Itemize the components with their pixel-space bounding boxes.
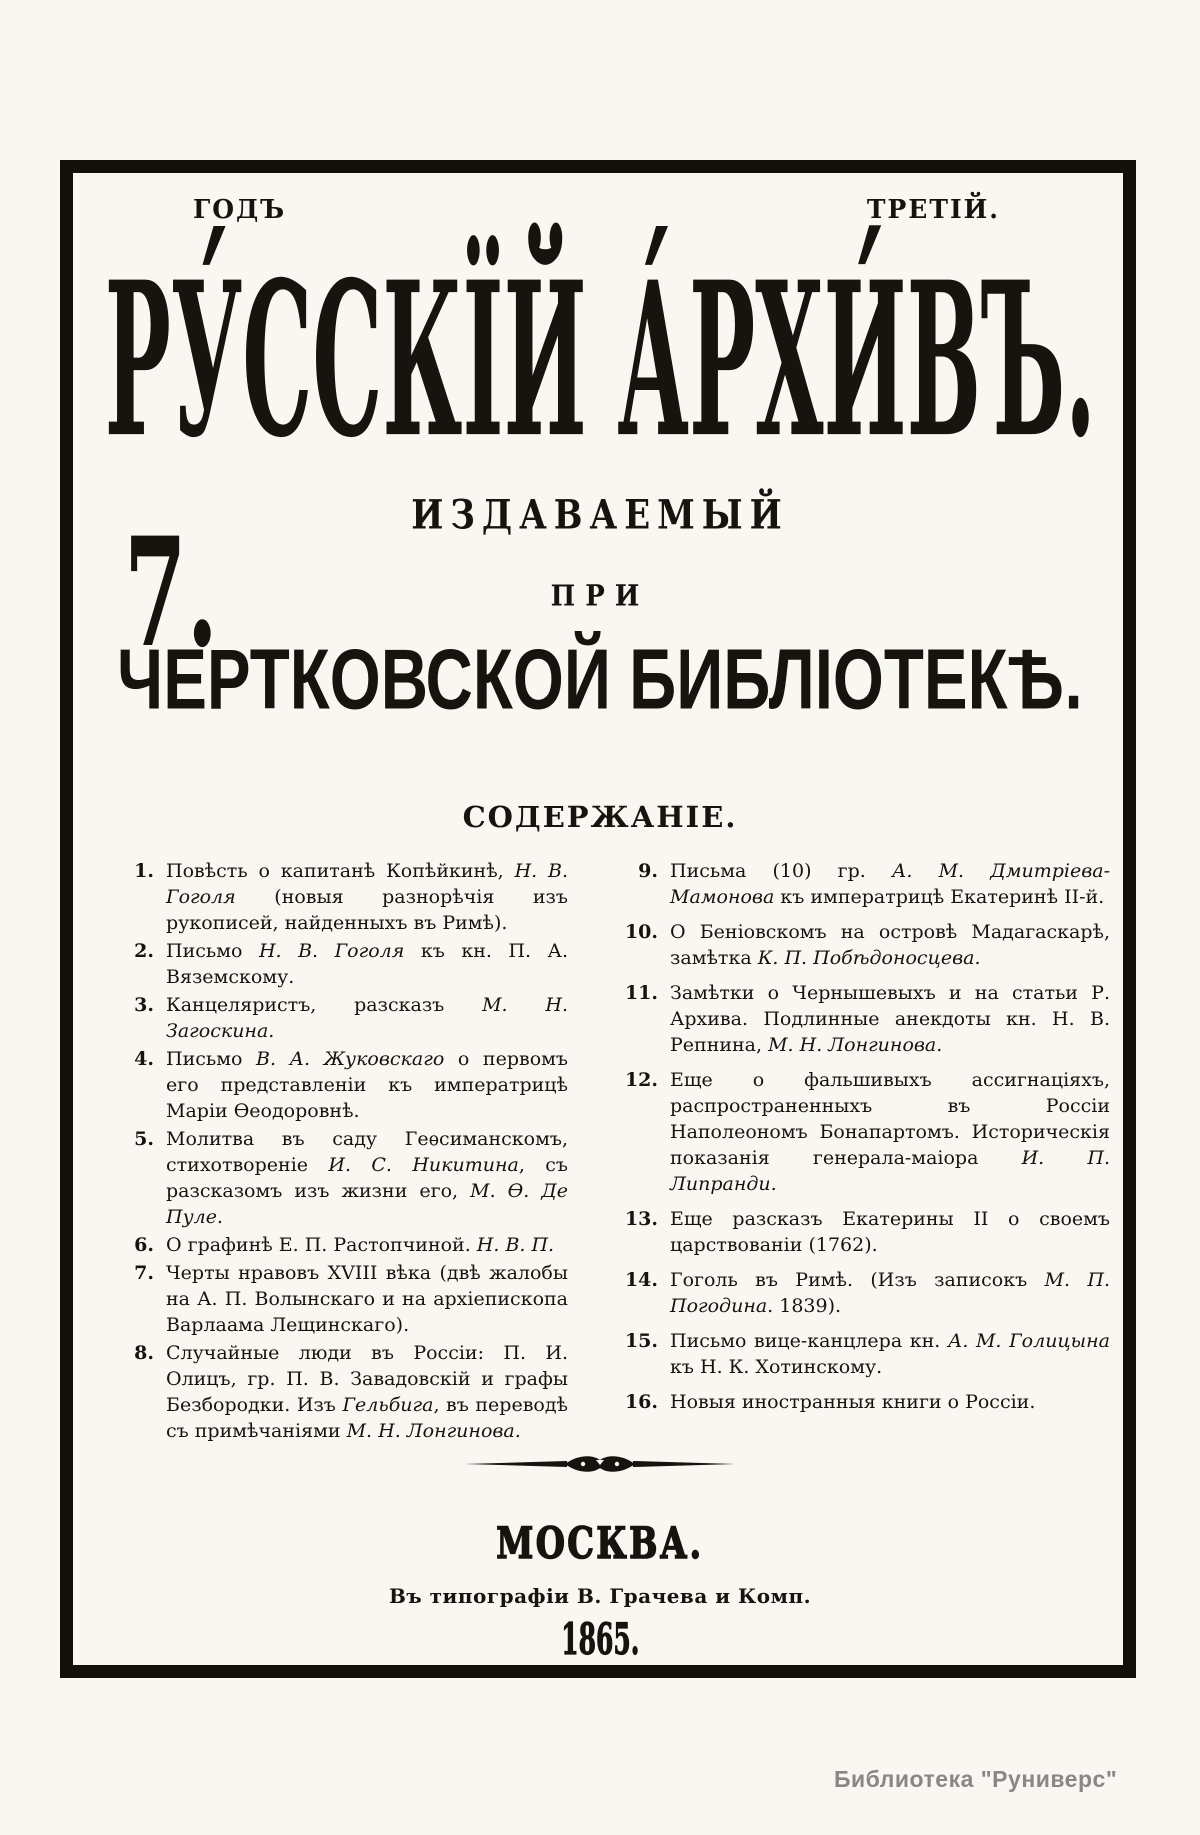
toc-item [624,858,1110,910]
masthead-title [0,235,1200,485]
toc-item-text: Письмо Н. В. Гоголя къ кн. П. А. Вяземскому. [166,940,568,988]
library-name [0,631,1200,727]
toc-item [120,1340,568,1444]
toc-item-text: Повѣсть о капитанѣ Копѣйкинѣ, Н. В. Гоголя (новыя разнорѣчія изъ рукописей, найденныхъ въ Римѣ). [166,860,569,934]
toc-item-text: Письмо В. А. Жуковскаго о первомъ его представленіи къ императрицѣ Маріи Ѳеодоровнѣ. [166,1048,568,1122]
toc-item-text: Гоголь въ Римѣ. (Изъ записокъ М. П. Погодина. 1839). [670,1269,1110,1317]
toc-item-text: Еще разсказъ Екатерины II о своемъ царствованіи (1762). [670,1208,1110,1256]
toc-item-number: 5. [134,1128,154,1150]
toc-item-number: 8. [134,1342,154,1364]
toc-item-number: 1. [134,860,154,882]
toc-item [624,1389,1110,1415]
library-name-text: ЧЕРТКОВСКОЙ БИБЛІОТЕКѢ. [117,631,1083,727]
imprint-printer: Въ типографіи В. Грачева и Комп. [388,1584,812,1608]
toc-item-text: Черты нравовъ XVIII вѣка (двѣ жалобы на А. П. Волынскаго и на архіепископа Варлаама Лещинскаго). [166,1262,568,1336]
imprint-year [0,1616,1200,1664]
toc-item-number: 13. [624,1208,658,1230]
toc-item [120,992,568,1044]
toc-item-text: Случайные люди въ Россіи: П. И. Олицъ, гр. П. В. Завадовскій и графы Безбородки. Изъ Гельбига, въ переводѣ съ примѣчаніями М. Н. Лонгинова. [166,1342,568,1442]
published-line: ИЗДАВАЕМЫЙ [411,492,789,540]
toc-item-text: Еще о фальшивыхъ ассигнаціяхъ, распространенныхъ въ Россіи Наполеономъ Бонапартомъ. Историческія показанія генерала-маіора И. П. Липранди. [670,1069,1111,1195]
toc-item-text: Новыя иностранныя книги о Россіи. [670,1391,1036,1413]
toc-item-number: 6. [134,1234,154,1256]
toc-item-text: Канцеляристъ, разсказъ М. Н. Загоскина. [166,994,568,1042]
toc-item-text: Письма (10) гр. А. М. Дмитріева-Мамонова къ императрицѣ Екатеринѣ ІІ-й. [670,860,1111,908]
toc-item [624,1067,1110,1197]
issue-number: 7. [124,505,218,681]
divider-ornament [0,1452,1200,1476]
year-number-label: ТРЕТІЙ. [866,194,1000,225]
toc-item-text: Молитва въ саду Геѳсиманскомъ, стихотвореніе И. С. Никитина, съ разсказомъ изъ жизни его, М. Ѳ. Де Пуле. [166,1128,568,1228]
toc-item [120,1126,568,1230]
toc-item [120,1260,568,1338]
toc-item [120,1232,568,1258]
toc-item-number: 16. [624,1391,658,1413]
toc-item [120,1046,568,1124]
toc-item [120,938,568,990]
published-at-line: ПРИ [550,580,650,613]
year-label: ГОДЪ [193,194,287,225]
toc-item [624,1206,1110,1258]
toc-item [624,980,1110,1058]
imprint-city-text: МОСКВА. [496,1518,704,1569]
contents-column-left [120,858,568,1446]
toc-item-text: О графинѣ Е. П. Растопчиной. Н. В. П. [166,1234,555,1256]
toc-item-number: 11. [624,982,658,1004]
toc-item-text: О Беніовскомъ на островѣ Мадагаскарѣ, замѣтка К. П. Побѣдоносцева. [670,921,1110,969]
toc-item-number: 10. [624,921,658,943]
watermark-runivers: Библиотека "Руниверс" [834,1766,1118,1792]
contents-heading: СОДЕРЖАНІЕ. [462,800,738,834]
toc-item-number: 7. [134,1262,154,1284]
year-row [193,194,1000,224]
toc-item [624,1328,1110,1380]
toc-item [624,1267,1110,1319]
imprint-city [0,1520,1200,1568]
contents-list [120,858,1112,1446]
toc-item-number: 14. [624,1269,658,1291]
toc-item-text: Письмо вице-канцлера кн. А. М. Голицына къ Н. К. Хотинскому. [670,1330,1111,1378]
toc-item-number: 3. [134,994,154,1016]
toc-item-number: 2. [134,940,154,962]
masthead-title-text: РУ́ССКЇЙ А́РХИ́ВЪ. [104,235,1096,485]
toc-item-number: 4. [134,1048,154,1070]
contents-column-right [624,858,1110,1446]
toc-item-text: Замѣтки о Чернышевыхъ и на статьи Р. Архива. Подлинные анекдоты кн. Н. В. Репнина, М. Н. Лонгинова. [670,982,1110,1056]
toc-item-number: 9. [638,860,658,882]
toc-item-number: 15. [624,1330,658,1352]
imprint-year-text: 1865. [560,1614,640,1665]
toc-item [624,919,1110,971]
toc-item [120,858,568,936]
toc-item-number: 12. [624,1069,658,1091]
